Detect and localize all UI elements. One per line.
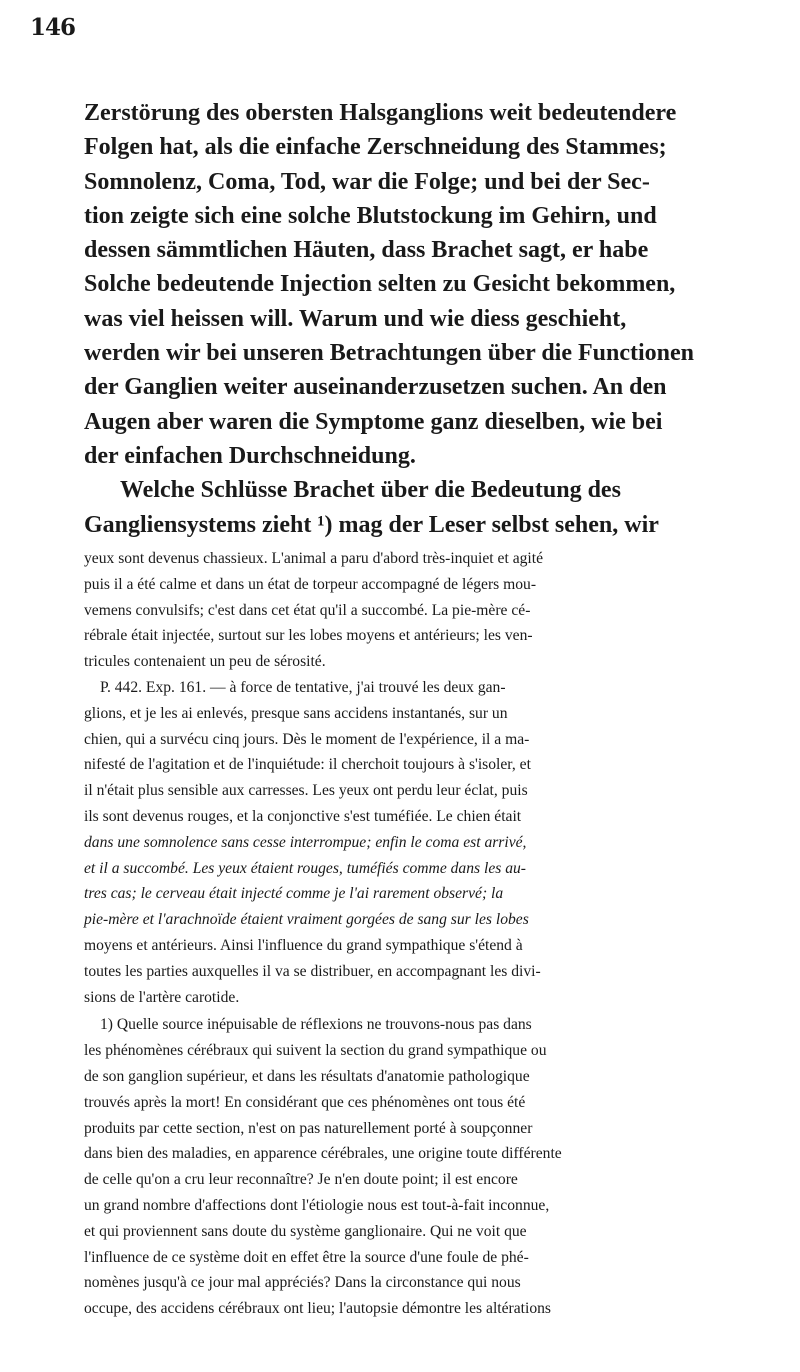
french-line: et qui proviennent sans doute du système ganglionaire. Qui ne voit que [84, 1222, 527, 1240]
german-line: Folgen hat, als die einfache Zerschneidung des Stammes; [84, 134, 667, 161]
french-line: rébrale était injectée, surtout sur les lobes moyens et antérieurs; les ven- [84, 627, 533, 645]
french-line: chien, qui a survécu cinq jours. Dès le moment de l'expérience, il a ma- [84, 730, 530, 748]
german-line: der Ganglien weiter auseinanderzusetzen suchen. An den [84, 374, 667, 401]
german-line: der einfachen Durchschneidung. [84, 442, 416, 469]
french-line: tres cas; le cerveau était injecté comme je l'ai rarement observé; la [84, 885, 504, 903]
german-line: tion zeigte sich eine solche Blutstockung im Gehirn, und [84, 202, 657, 229]
french-line: glions, et je les ai enlevés, presque sans accidens instantanés, sur un [84, 704, 508, 722]
german-line: was viel heissen will. Warum und wie diess geschieht, [84, 305, 627, 332]
french-line: 1) Quelle source inépuisable de réflexions ne trouvons-nous pas dans [100, 1016, 532, 1034]
french-line: moyens et antérieurs. Ainsi l'influence du grand sympathique s'étend à [84, 936, 523, 954]
french-line: vemens convulsifs; c'est dans cet état qu'il a succombé. La pie-mère cé- [84, 601, 531, 619]
german-line: Welche Schlüsse Brachet über die Bedeutung des [120, 477, 621, 504]
french-line: et il a succombé. Les yeux étaient rouges, tuméfiés comme dans les au- [84, 859, 527, 877]
german-line: Zerstörung des obersten Halsganglions weit bedeutendere [84, 100, 677, 126]
german-line: dessen sämmtlichen Häuten, dass Brachet sagt, er habe [84, 237, 649, 264]
french-line: produits par cette section, n'est on pas naturellement porté à soupçonner [84, 1119, 533, 1137]
french-line: occupe, des accidens cérébraux ont lieu; l'autopsie démontre les altérations [84, 1300, 551, 1318]
german-line: Augen aber waren die Symptome ganz dieselben, wie bei [84, 408, 663, 435]
french-line: P. 442. Exp. 161. — à force de tentative, j'ai trouvé les deux gan- [100, 678, 506, 696]
german-line: werden wir bei unseren Betrachtungen über die Functionen [84, 340, 695, 367]
french-line: dans bien des maladies, en apparence cérébrales, une origine toute différente [84, 1145, 562, 1163]
german-line: Solche bedeutende Injection selten zu Gesicht bekommen, [84, 271, 676, 298]
french-line: de son ganglion supérieur, et dans les résultats d'anatomie pathologique [84, 1067, 530, 1085]
french-line: yeux sont devenus chassieux. L'animal a paru d'abord très-inquiet et agité [84, 550, 543, 567]
german-line: Gangliensystems zieht ¹) mag der Leser selbst sehen, wir [84, 511, 659, 538]
french-line: tricules contenaient un peu de sérosité. [84, 653, 326, 671]
french-line: un grand nombre d'affections dont l'étiologie nous est tout-à-fait inconnue, [84, 1196, 550, 1214]
french-line: nomènes jusqu'à ce jour mal appréciés? Dans la circonstance qui nous [84, 1274, 521, 1292]
french-line: nifesté de l'agitation et de l'inquiétude: il cherchoit toujours à s'isoler, et [84, 756, 531, 774]
french-line: ils sont devenus rouges, et la conjonctive s'est tuméfiée. Le chien était [84, 807, 522, 825]
french-line: pie-mère et l'arachnoïde étaient vraiment gorgées de sang sur les lobes [84, 911, 529, 929]
page-number: 146 [30, 14, 76, 41]
french-line: les phénomènes cérébraux qui suivent la section du grand sympathique ou [84, 1042, 547, 1060]
french-line: de celle qu'on a cru leur reconnaître? Je n'en doute point; il est encore [84, 1171, 518, 1189]
french-line: l'influence de ce système doit en effet être la source d'une foule de phé- [84, 1248, 529, 1266]
french-line: sions de l'artère carotide. [84, 988, 240, 1006]
french-line: toutes les parties auxquelles il va se distribuer, en accompagnant les divi- [84, 962, 541, 980]
french-line: il n'était plus sensible aux carresses. Les yeux ont perdu leur éclat, puis [84, 782, 528, 800]
german-line: Somnolenz, Coma, Tod, war die Folge; und bei der Sec- [84, 168, 650, 195]
french-footnote-text [84, 546, 792, 1322]
german-main-text [84, 96, 790, 542]
french-line: dans une somnolence sans cesse interrompue; enfin le coma est arrivé, [84, 833, 527, 851]
french-line: puis il a été calme et dans un état de torpeur accompagné de légers mou- [84, 575, 537, 593]
french-line: trouvés après la mort! En considérant que ces phénomènes ont tous été [84, 1093, 526, 1111]
